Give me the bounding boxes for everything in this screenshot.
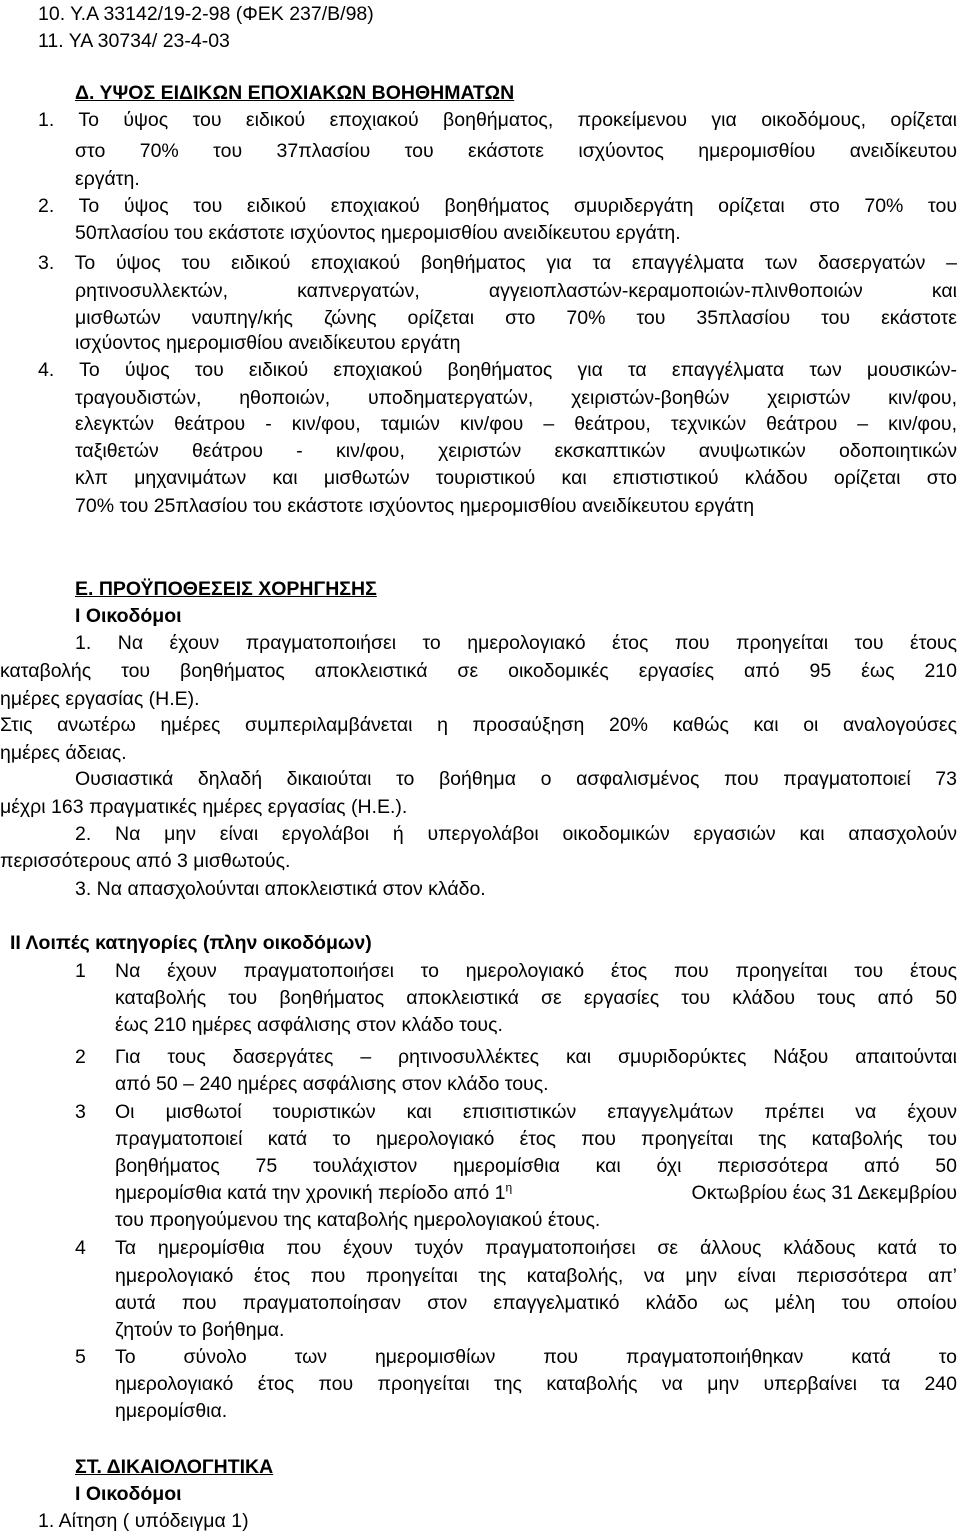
list-item-line: αυτά που πραγματοποίησαν στον επαγγελματικό κλάδο ως μέλη του οποίου bbox=[115, 1292, 957, 1314]
section-d-p2-line: 50πλασίου του εκάστοτε ισχύοντος ημερομισθίου ανειδίκευτου εργάτη. bbox=[75, 222, 681, 244]
list-item-line: Το σύνολο των ημερομισθίων που πραγματοποιήθηκαν κατά το bbox=[115, 1346, 957, 1368]
section-d-heading: Δ. ΥΨΟΣ ΕΙΔΙΚΩΝ ΕΠΟΧΙΑΚΩΝ ΒΟΗΘΗΜΑΤΩΝ bbox=[75, 82, 515, 104]
section-d-p4-line: τραγουδιστών, ηθοποιών, υποδηματεργατών, χειριστών-βοηθών χειριστών κιν/φου, bbox=[75, 387, 957, 409]
list-item-line: καταβολής του βοηθήματος αποκλειστικά σε εργασίες του κλάδου τους από 50 bbox=[115, 987, 957, 1009]
section-d-p1-line: στο 70% του 37πλασίου του εκάστοτε ισχύοντος ημερομισθίου ανειδίκευτου bbox=[75, 140, 957, 162]
section-e-i3: 3. Να απασχολούνται αποκλειστικά στον κλάδο. bbox=[75, 878, 486, 900]
section-e-i1-line: καταβολής του βοηθήματος αποκλειστικά σε οικοδομικές εργασίες από 95 έως 210 bbox=[0, 660, 957, 682]
list-item-line-end: Οκτωβρίου έως 31 Δεκεμβρίου bbox=[691, 1182, 957, 1204]
section-e-i1-line: ημέρες εργασίας (Η.Ε). bbox=[0, 688, 200, 710]
section-d-p3-line: 3. Το ύψος του ειδικού εποχιακού βοηθήματος για τα επαγγέλματα των δασεργατών – bbox=[38, 252, 957, 274]
list-item-line: πραγματοποιεί κατά το ημερολογιακό έτος που προηγείται της καταβολής του bbox=[115, 1128, 957, 1150]
section-d-p1-line: εργάτη. bbox=[75, 168, 140, 190]
section-d-p4-line: κλπ μηχανιμάτων και μισθωτών τουριστικού και επιστιστικού κλάδου ορίζεται στο bbox=[75, 467, 957, 489]
list-number: 2 bbox=[75, 1046, 86, 1068]
list-number: 4 bbox=[75, 1237, 86, 1259]
section-d-p3-line: μισθωτών ναυπηγ/κής ζώνης ορίζεται στο 70% του 35πλασίου του εκάστοτε bbox=[75, 307, 957, 329]
section-st-heading: ΣΤ. ΔΙΚΑΙΟΛΟΓΗΤΙΚΑ bbox=[75, 1456, 274, 1478]
section-e-i1b-line: ημέρες άδειας. bbox=[0, 742, 127, 764]
list-number: 1 bbox=[75, 960, 86, 982]
list-item-line bbox=[115, 1180, 957, 1207]
list-item-line: Για τους δασεργάτες – ρητινοσυλλέκτες και σμυριδορύκτες Νάξου απαιτούνται bbox=[115, 1046, 957, 1068]
list-item-line: ζητούν το βοήθημα. bbox=[115, 1319, 285, 1341]
section-d-p4-line: ταξιθετών θεάτρου - κιν/φου, χειριστών εκσκαπτικών ανυψωτικών οδοποιητικών bbox=[75, 440, 957, 462]
list-item-line: βοηθήματος 75 τουλάχιστον ημερομίσθια και όχι περισσότερα από 50 bbox=[115, 1155, 957, 1177]
section-d-p4-line: 4. Το ύψος του ειδικού εποχιακού βοηθήματος για τα επαγγέλματα των μουσικών- bbox=[38, 359, 957, 381]
section-e-i1c-line: Ουσιαστικά δηλαδή δικαιούται το βοήθημα ο ασφαλισμένος που πραγματοποιεί 73 bbox=[75, 768, 957, 790]
section-e-i2-line: 2. Να μην είναι εργολάβοι ή υπεργολάβοι οικοδομικών εργασιών και απασχολούν bbox=[75, 823, 957, 845]
list-item-line: από 50 – 240 ημέρες ασφάλισης στον κλάδο τους. bbox=[115, 1073, 549, 1095]
section-d-p2-line: 2. Το ύψος του ειδικού εποχιακού βοηθήματος σμυριδεργάτη ορίζεται στο 70% του bbox=[38, 195, 957, 217]
section-e-i1c-line: μέχρι 163 πραγματικές ημέρες εργασίας (Η.Ε.). bbox=[0, 796, 408, 818]
list-number: 3 bbox=[75, 1101, 86, 1123]
section-e-heading: Ε. ΠΡΟΫΠΟΘΕΣΕΙΣ ΧΟΡΗΓΗΣΗΣ bbox=[75, 578, 377, 600]
section-e-subheading-builders: Ι Οικοδόμοι bbox=[75, 605, 182, 627]
section-st-item-1: 1. Αίτηση ( υπόδειγμα 1) bbox=[38, 1510, 249, 1532]
list-item-line: ημερολογιακό έτος που προηγείται της καταβολής, να μην είναι περισσότερα απ’ bbox=[115, 1265, 957, 1287]
section-e-i1-line: 1. Να έχουν πραγματοποιήσει το ημερολογιακό έτος που προηγείται του έτους bbox=[75, 632, 957, 654]
section-d-p1-line: 1. Το ύψος του ειδικού εποχιακού βοηθήματος, προκείμενου για οικοδόμους, ορίζεται bbox=[38, 109, 957, 131]
list-item-line: Να έχουν πραγματοποιήσει το ημερολογιακό έτος που προηγείται του έτους bbox=[115, 960, 957, 982]
section-e-i1b-line: Στις ανωτέρω ημέρες συμπεριλαμβάνεται η προσαύξηση 20% καθώς και οι αναλογούσες bbox=[0, 714, 957, 736]
list-item-line: Οι μισθωτοί τουριστικών και επισιτιστικών επαγγελμάτων πρέπει να έχουν bbox=[115, 1101, 957, 1123]
section-d-p3-line: ισχύοντος ημερομισθίου ανειδίκευτου εργάτη bbox=[75, 332, 461, 354]
list-item-line-start: ημερομίσθια κατά την χρονική περίοδο από $1^\eta$ bbox=[115, 1180, 513, 1204]
reference-10: 10. Υ.Α 33142/19-2-98 (ΦΕΚ 237/Β/98) bbox=[38, 3, 374, 25]
section-e-subheading-other: ΙΙ Λοιπές κατηγορίες (πλην οικοδόμων) bbox=[10, 932, 372, 954]
section-d-p4-line: 70% του 25πλασίου του εκάστοτε ισχύοντος ημερομισθίου ανειδίκευτου εργάτη bbox=[75, 495, 755, 517]
section-e-i2-line: περισσότερους από 3 μισθωτούς. bbox=[0, 850, 291, 872]
section-d-p4-line: ελεγκτών θεάτρου - κιν/φου, ταμιών κιν/φου – θεάτρου, τεχνικών θεάτρου – κιν/φου, bbox=[75, 413, 957, 435]
list-item-line: ημερολογιακό έτος που προηγείται της καταβολής να μην υπερβαίνει τα 240 bbox=[115, 1373, 957, 1395]
section-d-p3-line: ρητινοσυλλεκτών, καπνεργατών, αγγειοπλαστών-κεραμοποιών-πλινθοποιών και bbox=[75, 280, 957, 302]
section-st-subheading-builders: Ι Οικοδόμοι bbox=[75, 1483, 182, 1505]
list-item-line: ημερομίσθια. bbox=[115, 1400, 228, 1422]
list-item-line: έως 210 ημέρες ασφάλισης στον κλάδο τους. bbox=[115, 1014, 503, 1036]
list-number: 5 bbox=[75, 1346, 86, 1368]
ordinal-superscript: η bbox=[505, 1180, 513, 1195]
list-item-line: Τα ημερομίσθια που έχουν τυχόν πραγματοποιήσει σε άλλους κλάδους κατά το bbox=[115, 1237, 957, 1259]
reference-11: 11. ΥΑ 30734/ 23-4-03 bbox=[38, 30, 230, 52]
list-item-line: του προηγούμενου της καταβολής ημερολογιακού έτους. bbox=[115, 1209, 601, 1231]
